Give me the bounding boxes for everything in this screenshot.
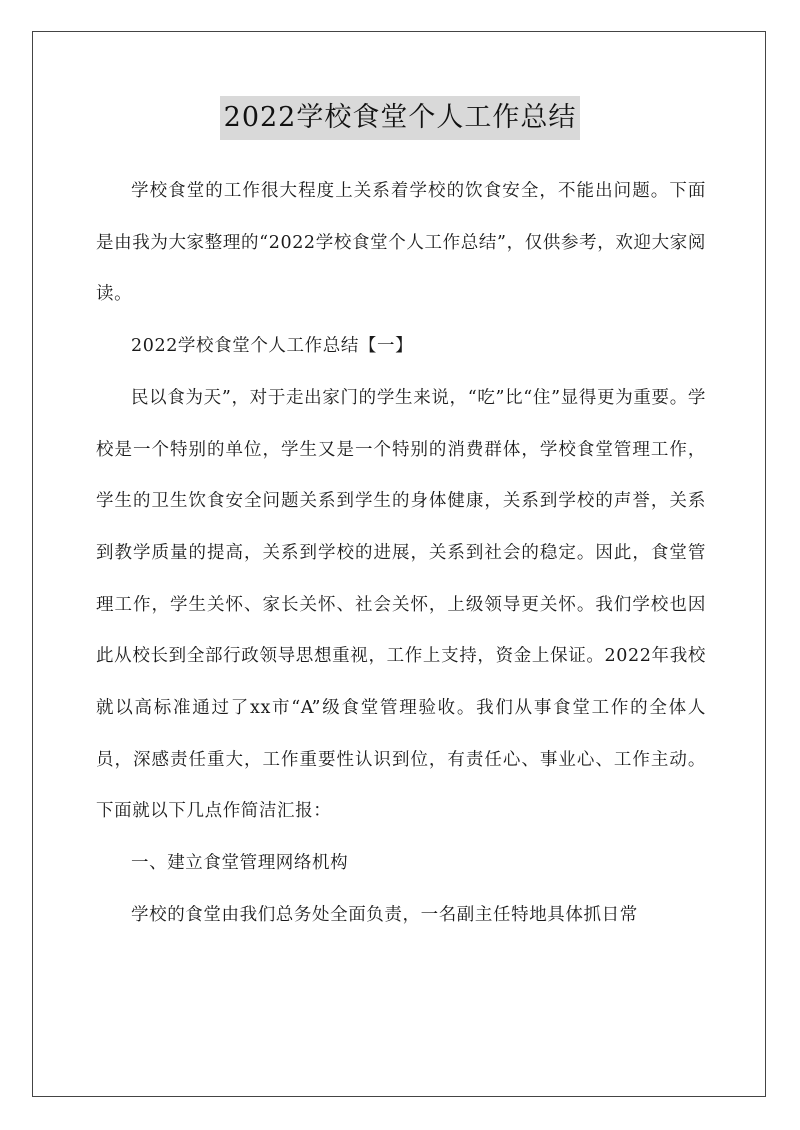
body-paragraph-continued: 学校的食堂由我们总务处全面负责，一名副主任特地具体抓日常	[131, 904, 638, 925]
intro-paragraph: 学校食堂的工作很大程度上关系着学校的饮食安全，不能出问题。下面是由我为大家整理的“2022学校食堂个人工作总结”，仅供参考，欢迎大家阅读。	[96, 181, 706, 305]
subsection-heading: 一、建立食堂管理网络机构	[131, 853, 349, 874]
section-heading-one: 2022学校食堂个人工作总结【一】	[131, 336, 414, 357]
title-container	[0, 96, 800, 140]
document-body	[96, 166, 706, 942]
document-title: 2022学校食堂个人工作总结	[220, 96, 581, 140]
body-paragraph: 民以食为天”，对于走出家门的学生来说，“吃”比“住”显得更为重要。学校是一个特别的单位，学生又是一个特别的消费群体，学校食堂管理工作，学生的卫生饮食安全问题关系到学生的身体健康，关系到学校的声誉，关系到教学质量的提高，关系到学校的进展，关系到社会的稳定。因此，食堂管理工作，学生关怀、家长关怀、社会关怀，上级领导更关怀。我们学校也因此从校长到全部行政领导思想重视，工作上支持，资金上保证。2022年我校就以高标准通过了xx市“A”级食堂管理验收。我们从事食堂工作的全体人员，深感责任重大，工作重要性认识到位，有责任心、事业心、工作主动。下面就以下几点作简洁汇报：	[96, 387, 706, 822]
